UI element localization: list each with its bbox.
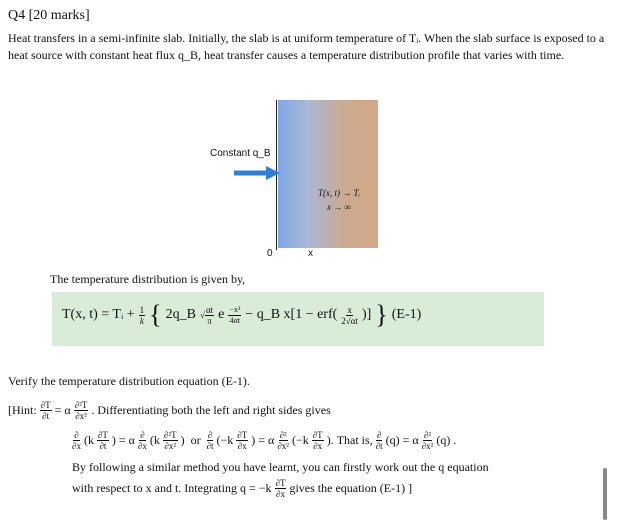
equation-label: (E-1) — [391, 307, 422, 322]
left-brace: { — [149, 300, 162, 329]
heat-source-label: Constant q_B — [210, 148, 271, 159]
hint-prefix: [Hint: — [8, 403, 37, 417]
follow-line-1: By following a similar method you have learnt, you can firstly work out the q equation — [72, 460, 489, 474]
sqrt-alpha-t-over-pi: √ $\frac{\alpha t}{\pi}$ — [199, 304, 214, 326]
follow-line-2a: with respect to x and t. Integrating q = −k — [72, 481, 272, 495]
boundary-condition-line1: T(x, t) → Tᵢ — [318, 188, 360, 198]
equation-part-d: )] — [361, 307, 372, 322]
d2T-dx2: $\frac{\text{∂²T}}{\text{∂x²}}$ — [74, 400, 88, 421]
that-is-text: That is, — [336, 433, 373, 447]
equation-box — [52, 292, 544, 346]
equation-e1 — [62, 302, 421, 328]
scrollbar-thumb[interactable] — [603, 468, 607, 520]
intro-paragraph: Heat transfers in a semi-infinite slab. Initially, the slab is at uniform temperature of Tᵢ. When the slab surface is exposed to a heat source with constant heat flux q_B, heat transfer causes a temperature distribution profile that varies with time. — [8, 31, 605, 62]
question-title: Q4 [20 marks] — [8, 8, 90, 23]
follow-line-2b: gives the equation (E-1) ] — [289, 481, 413, 495]
boundary-condition-line2: x → ∞ — [327, 202, 351, 212]
boundary-condition-label — [318, 186, 360, 214]
right-brace: } — [375, 300, 388, 329]
heat-flux-arrow-icon — [234, 166, 280, 180]
one-over-k: $\frac{1}{k}$ — [139, 304, 145, 326]
slab-gradient — [278, 100, 378, 248]
exponent: $\frac{\text{−x²}}{4\alpha t}$ — [229, 304, 241, 325]
dT-dt: $\frac{\partial T}{\partial t}$ — [40, 400, 51, 421]
equation-part-a: 2q_B — [165, 307, 196, 322]
erf-argument: $\frac{x}{2√\alpha t}$ — [341, 304, 358, 326]
origin-label: 0 — [267, 248, 273, 259]
equation-part-b: e — [218, 307, 225, 322]
x-axis-label: x — [308, 248, 313, 259]
hint-rest: . Differentiating both the left and right sides gives — [91, 403, 331, 417]
given-text: The temperature distribution is given by, — [50, 272, 246, 286]
dT-dx: $\frac{\partial T}{\partial x}$ — [275, 478, 286, 499]
equation-part-c: − q_B x[1 − erf( — [245, 307, 338, 322]
follow-line-2 — [72, 478, 412, 499]
hint-line: [Hint: $\frac{\partial T}{\partial t}$ = α $\frac{\text{∂²T}}{\text{∂x²}}$ . Differentiating both the left and right sides gives — [8, 400, 331, 421]
derivation-line: $\frac{\partial}{\partial x}$ (k $\frac{\partial T}{\partial t}$ ) = α $\frac{\partial}{\partial x}$ (k $\frac{\text{∂²T}}{\text{∂x²}}$ ) or $\frac{\partial}{\partial t}$ (−k $\frac{\partial T}{\partial x}$ ) = α $\frac{\text{∂²}}{\text{∂x²}}$ (−k $\frac{\partial T}{\partial x}$ ). That is, $\frac{\partial}{\partial t}$ (q) = α $\frac{\text{∂²}}{\text{∂x²}}$ (q) . — [72, 430, 457, 451]
equation-lhs: T(x, t) = Tᵢ + — [62, 307, 135, 322]
verify-instruction: Verify the temperature distribution equation (E-1). — [8, 374, 250, 388]
slab-figure — [200, 100, 400, 270]
